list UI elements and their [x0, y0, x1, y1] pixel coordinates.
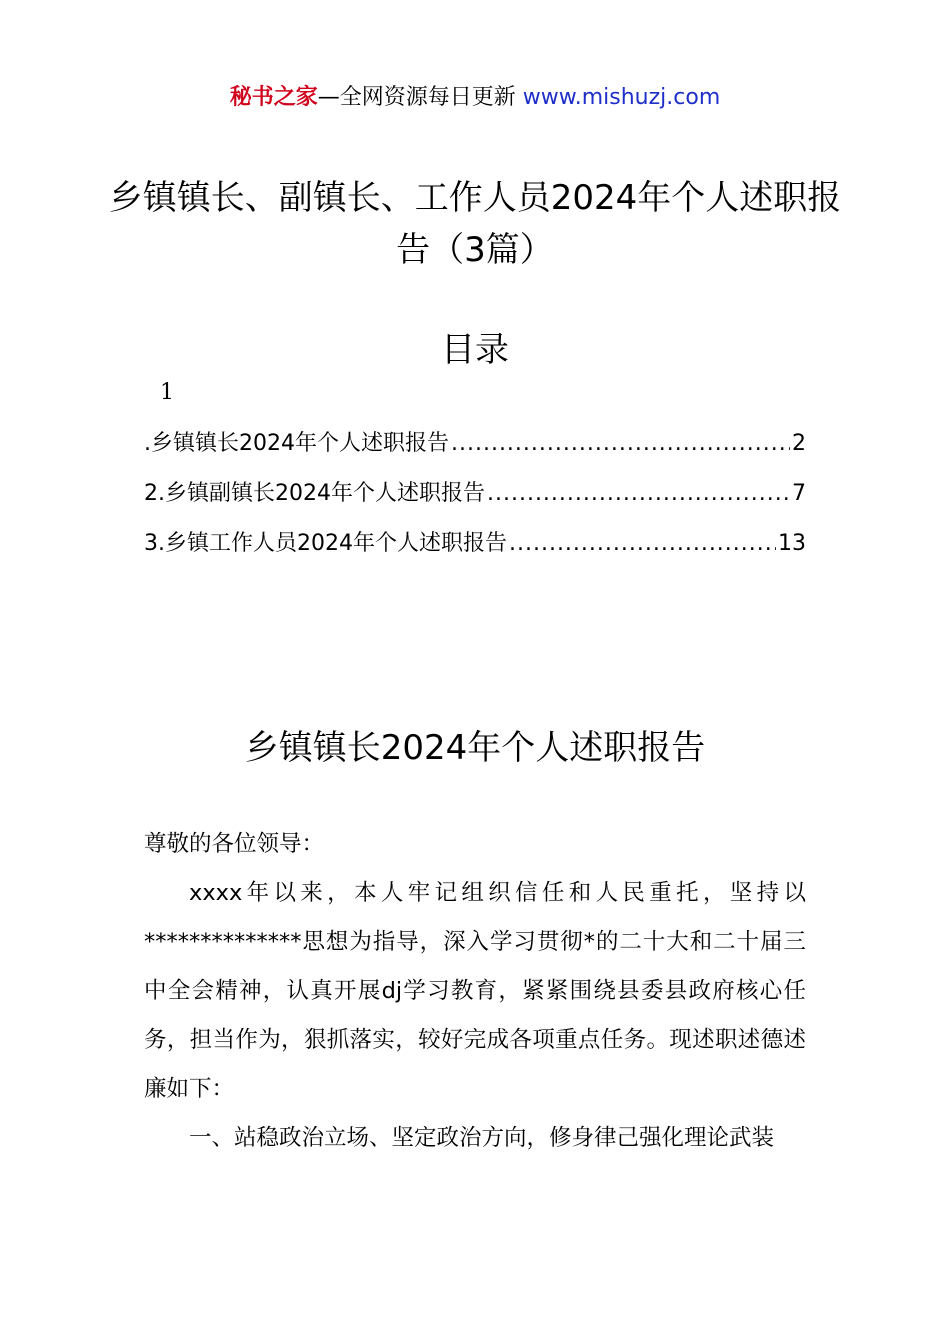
- toc-entry-page: 13: [778, 531, 806, 556]
- table-of-contents: [144, 426, 806, 576]
- salutation: 尊敬的各位领导：: [144, 831, 325, 857]
- site-url-link[interactable]: www.mishuzj.com: [522, 85, 721, 110]
- toc-leader-dots: [451, 431, 790, 456]
- report-body: [144, 820, 806, 1163]
- toc-first-number: 1: [160, 380, 174, 405]
- section-title: 乡镇镇长2024年个人述职报告: [244, 728, 706, 768]
- toc-entry-label: .乡镇镇长2024年个人述职报告: [144, 431, 449, 456]
- toc-entry[interactable]: [144, 426, 806, 476]
- toc-entry-page: 7: [792, 481, 806, 506]
- toc-entry[interactable]: [144, 526, 806, 576]
- site-banner: [0, 80, 950, 111]
- toc-entry-page: 2: [792, 431, 806, 456]
- section-heading: 一、站稳政治立场、坚定政治方向，修身律己强化理论武装: [189, 1125, 775, 1151]
- toc-entry-label: 2.乡镇副镇长2024年个人述职报告: [144, 481, 485, 506]
- toc-entry[interactable]: [144, 476, 806, 526]
- brand-name: 秘书之家: [229, 85, 318, 110]
- toc-leader-dots: [487, 481, 790, 506]
- document-title: 乡镇镇长、副镇长、工作人员2024年个人述职报告（3篇）: [108, 178, 842, 270]
- toc-heading: 目录: [441, 330, 509, 370]
- banner-tagline: —全网资源每日更新: [317, 85, 523, 110]
- toc-leader-dots: [509, 531, 776, 556]
- toc-entry-label: 3.乡镇工作人员2024年个人述职报告: [144, 531, 507, 556]
- paragraph: xxxx年以来，本人牢记组织信任和人民重托，坚持以**************思想为指导，深入学习贯彻*的二十大和二十届三中全会精神，认真开展dj学习教育，紧紧围绕县委县政府核心任务，担当作为，狠抓落实，较好完成各项重点任务。现述职述德述廉如下：: [144, 880, 806, 1102]
